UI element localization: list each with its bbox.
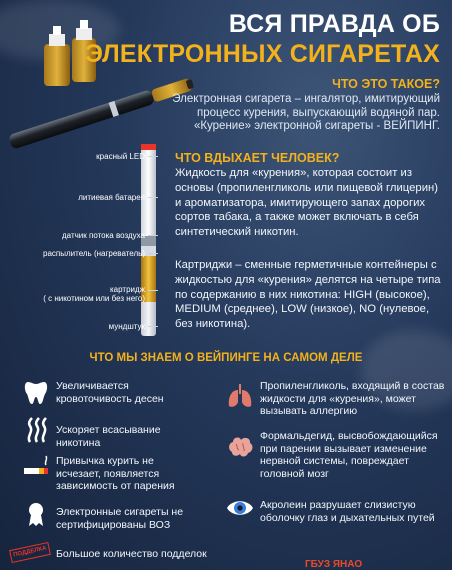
fact-right-3: Акролеин разрушает слизистую оболочку глаз и дыхательных путей [260,499,435,524]
pointer-line [148,326,158,327]
pointer-line [148,197,158,198]
label-mouthpiece: мундштук [108,322,145,331]
fact-left-4: Электронные сигареты не сертифицированы ВОЗ [56,506,184,531]
inhale-paragraph-2: Картриджи – сменные герметичные контейнеры с жидкостью для «курения» делятся на четыре типа по содержанию в них никотина: HIGH (высокое), MEDIUM (среднее), LOW (низкое), NO (нулевое, без никотина). [175,259,441,331]
certificate-icon [22,500,50,528]
fake-stamp-icon [9,542,51,563]
fact-right-2: Формальдегид, высвобождающийся при парении вызывает изменение нервной системы, повреждает головной мозг [260,430,438,480]
intro-heading: ЧТО ЭТО ТАКОЕ? [332,77,440,91]
fact-left-3: Привычка курить не исчезает, появляется зависимость от парения [56,455,175,492]
pointer-line [148,156,158,157]
label-cartridge-note: ( с никотином или без него) [43,294,145,303]
fact-right-1: Пропиленгликоль, входящий в состав жидкости для «курения», может вызывать аллергию [260,380,445,417]
pointer-line [148,290,158,291]
eye-icon [226,494,254,522]
facts-heading: ЧТО МЫ ЗНАЕМ О ВЕЙПИНГЕ НА САМОМ ДЕЛЕ [89,352,363,364]
footer-organization: ГБУЗ ЯНАО [305,559,363,570]
fact-left-2: Ускоряет всасывание никотина [56,424,161,449]
fact-left-1: Увеличивается кровоточивость десен [56,380,164,405]
label-atomizer: распылитель (нагреватель) [43,249,145,258]
page-title-line1: ВСЯ ПРАВДА ОБ [228,10,440,38]
page-title-line2: ЭЛЕКТРОННЫХ СИГАРЕТАХ [85,40,440,68]
pointer-line [148,235,158,236]
brain-icon [226,434,254,462]
cigarette-icon [22,454,50,482]
label-cartridge: картридж [110,285,145,294]
fake-stamp-text: ПОДДЕЛКА [12,545,47,559]
fact-left-5: Большое количество подделок [56,548,207,560]
tooth-icon [22,378,50,406]
intro-text: Электронная сигарета – ингалятор, имитирующий процесс курения, выпускающий водяной пар. «Курение» электронной сигареты - ВЕЙПИНГ. [172,93,440,132]
pointer-line [148,253,158,254]
smoke-icon [22,416,50,444]
label-battery: литиевая батарея [78,193,145,202]
inhale-paragraph-1: Жидкость для «курения», которая состоит из основы (пропиленгликоль или пищевой глицерин) и ароматизатора, имитирующего запах дорогих сортов табака, а также может включать в себя синтетический никотин. [175,167,439,239]
ecig-pen [8,89,155,150]
label-airflow-sensor: датчик потока воздуха [62,231,145,240]
lungs-icon [226,382,254,410]
label-red-led: красный LED [96,152,145,161]
inhale-heading: ЧТО ВДЫХАЕТ ЧЕЛОВЕК? [175,151,340,165]
